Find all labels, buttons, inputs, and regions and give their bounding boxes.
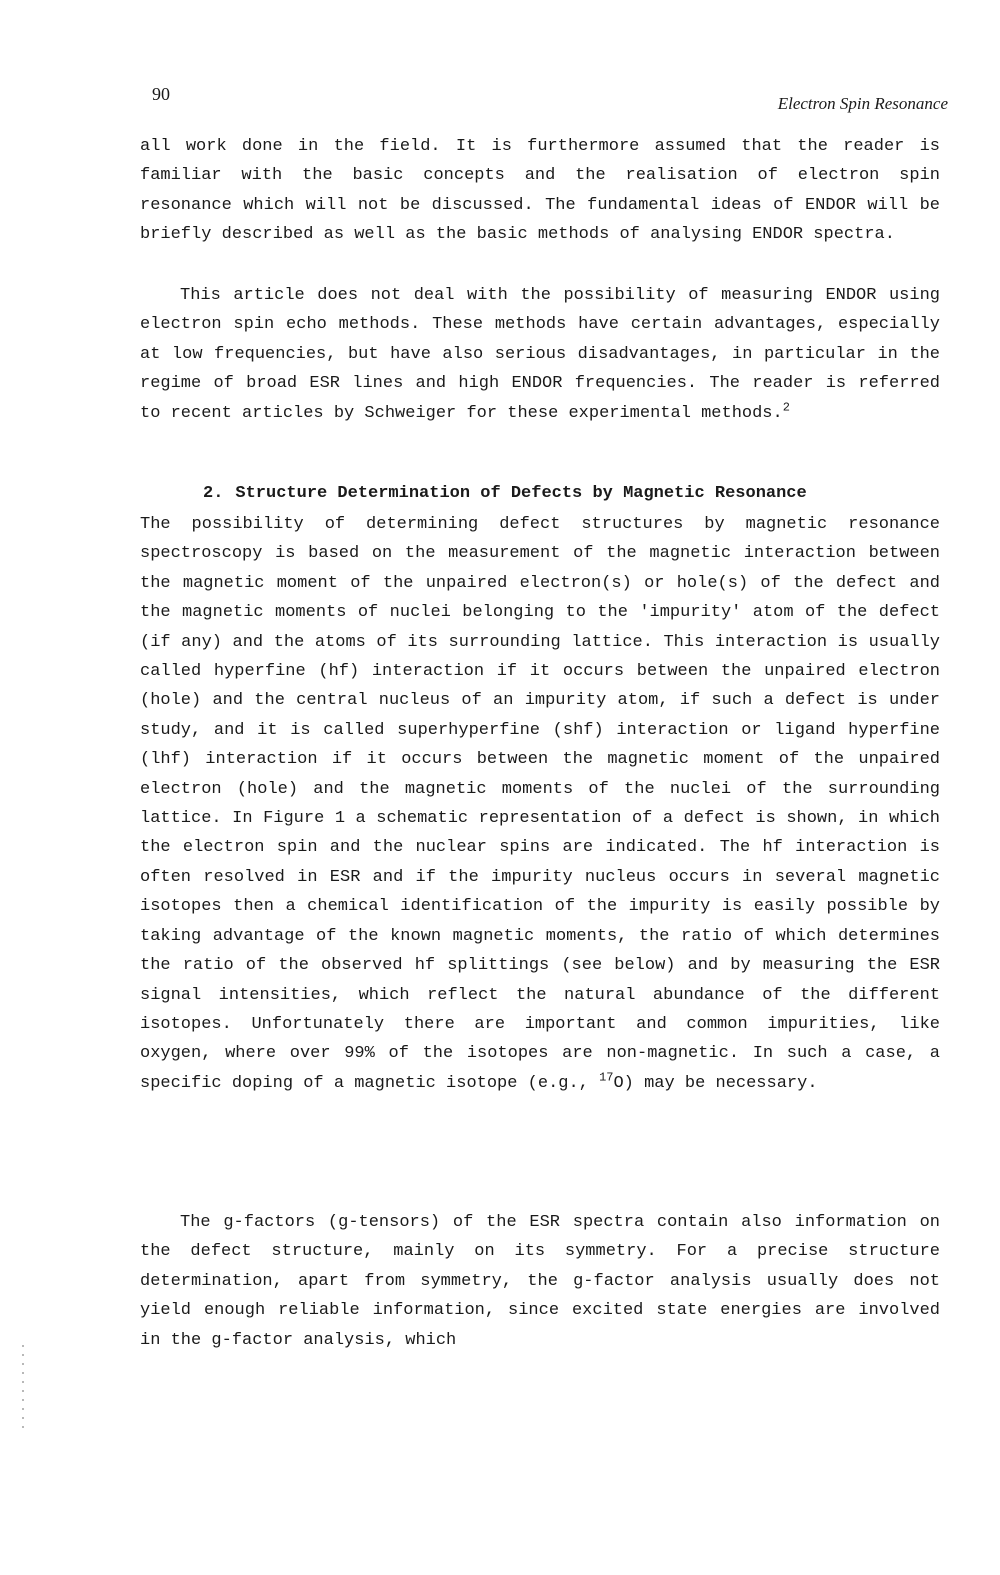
section-heading: [203, 484, 807, 503]
paragraph-continuation: [140, 132, 940, 250]
paragraph-g-factors: [140, 1208, 940, 1355]
isotope-symbol: O): [613, 1073, 634, 1093]
running-head: Electron Spin Resonance: [777, 94, 948, 113]
paragraph-text: This article does not deal with the possibility of measuring ENDOR using electron spin echo methods. These methods have certain advantages, especially at low frequencies, but have also serious disadvantages, in particular in the regime of broad ESR lines and high ENDOR frequencies. The reader is referred to recent articles by Schweiger for these experimental methods.: [140, 286, 940, 423]
isotope-mass-number: 17: [599, 1070, 614, 1085]
paragraph-hyperfine: [140, 510, 940, 1098]
section-number: 2.: [203, 484, 224, 503]
paragraph-text: The g-factors (g-tensors) of the ESR spectra contain also information on the defect structure, mainly on its symmetry. For a precise structure determination, apart from symmetry, the g-factor analysis usually does not yield enough reliable information, since excited state energies are involved in the g-factor analysis, which: [140, 1213, 940, 1350]
section-title: Structure Determination of Defects by Magnetic Resonance: [235, 484, 807, 503]
paragraph-text-end: may be necessary.: [644, 1073, 818, 1093]
page-number: 90: [152, 84, 170, 104]
reference-superscript: 2: [782, 399, 790, 414]
paragraph-spin-echo: [140, 281, 940, 428]
paragraph-text: The possibility of determining defect structures by magnetic resonance spectroscopy is based on the measurement of the magnetic interaction between the magnetic moment of the unpaired electron(s) or hole(s) of the defect and the magnetic moments of nuclei belonging to the 'impurity' atom of the defect (if any) and the atoms of its surrounding lattice. This interaction is usually called hyperfine (hf) interaction if it occurs between the unpaired electron (hole) and the central nucleus of an impurity atom, if such a defect is under study, and it is called superhyperfine (shf) interaction or ligand hyperfine (lhf) interaction if it occurs between the magnetic moment of the unpaired electron (hole) and the magnetic moments of the nuclei of the surrounding lattice. In Figure 1 a schematic representation of a defect is shown, in which the electron spin and the nuclear spins are indicated. The hf interaction is often resolved in ESR and if the impurity nucleus occurs in several magnetic isotopes then a chemical identification of the impurity is easily possible by taking advantage of the known magnetic moments, the ratio of which determines the ratio of the observed hf splittings (see below) and by measuring the ESR signal intensities, which reflect the natural abundance of the different isotopes. Unfortunately there are important and common impurities, like oxygen, where over 99% of the isotopes are non-magnetic. In such a case, a specific doping of a magnetic isotope (e.g.,: [140, 515, 940, 1093]
paragraph-text: all work done in the field. It is furthermore assumed that the reader is familiar with the basic concepts and the realisation of electron spin resonance which will not be discussed. The fundamental ideas of ENDOR will be briefly described as well as the basic methods of analysing ENDOR spectra.: [140, 137, 940, 245]
gutter-scan-marks: [22, 1345, 24, 1435]
